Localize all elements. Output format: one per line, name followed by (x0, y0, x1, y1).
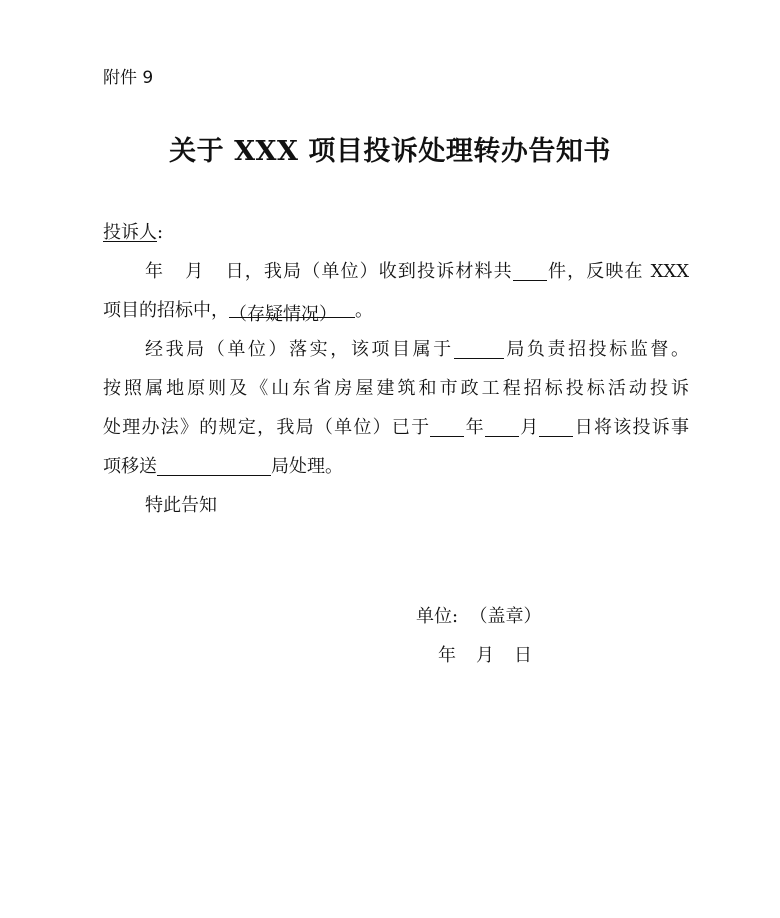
transfer-bureau-blank (157, 453, 271, 476)
para2-line3-year: 年 (464, 417, 485, 438)
sig-month: 月 (476, 645, 494, 666)
addressee-line (103, 213, 689, 252)
year-blank (430, 414, 464, 437)
para1-year: 年 (145, 261, 165, 282)
paragraph-2-line-4 (103, 447, 689, 486)
paragraph-2-line-1 (103, 330, 689, 369)
count-blank (513, 258, 547, 281)
addressee: 投诉人 (103, 222, 157, 243)
para1-day-text: 日，我局（单位）收到投诉材料共 (224, 261, 513, 282)
para1-count-suffix: 件，反映在 XXX (546, 261, 689, 282)
sig-day: 日 (514, 645, 532, 666)
doubt-placeholder: （存疑情况） (229, 295, 355, 318)
closing-line (103, 486, 689, 525)
day-blank (539, 414, 573, 437)
signature-date-line (416, 636, 542, 675)
para2-line4-prefix: 项移送 (103, 456, 157, 477)
document-body (103, 213, 689, 525)
paragraph-1-line-1 (103, 252, 689, 291)
para2-line3-suffix: 日将该投诉事 (573, 417, 689, 438)
document-title: 关于 XXX 项目投诉处理转办告知书 (169, 136, 611, 167)
para1-month: 月 (184, 261, 205, 282)
para2-line1-prefix: 经我局（单位）落实，该项目属于 (145, 339, 454, 360)
seal-text: （盖章） (469, 606, 542, 627)
signature-block (416, 597, 542, 675)
paragraph-1-line-2 (103, 291, 689, 330)
para2-line4-suffix: 局处理。 (271, 456, 343, 477)
sig-year: 年 (438, 645, 456, 666)
paragraph-2-line-3 (103, 408, 689, 447)
unit-label: 单位: (416, 606, 459, 627)
addressee-colon: : (157, 222, 164, 243)
para1-line2-prefix: 项目的招标中， (103, 300, 229, 321)
para1-line2-end: 。 (355, 300, 373, 321)
paragraph-2-line-2 (103, 369, 689, 408)
month-blank (485, 414, 519, 437)
para2-line1-suffix: 局负责招投标监督。 (503, 339, 689, 360)
closing-text: 特此告知 (145, 495, 217, 516)
signature-unit-line (416, 597, 542, 636)
para2-line3-month: 月 (518, 417, 540, 438)
para2-line2: 按照属地原则及《山东省房屋建筑和市政工程招标投标活动投诉 (103, 378, 689, 399)
bureau-blank (454, 336, 504, 359)
para2-line3-prefix: 处理办法》的规定，我局（单位）已于 (103, 417, 431, 438)
attachment-label: 附件 9 (103, 68, 154, 88)
